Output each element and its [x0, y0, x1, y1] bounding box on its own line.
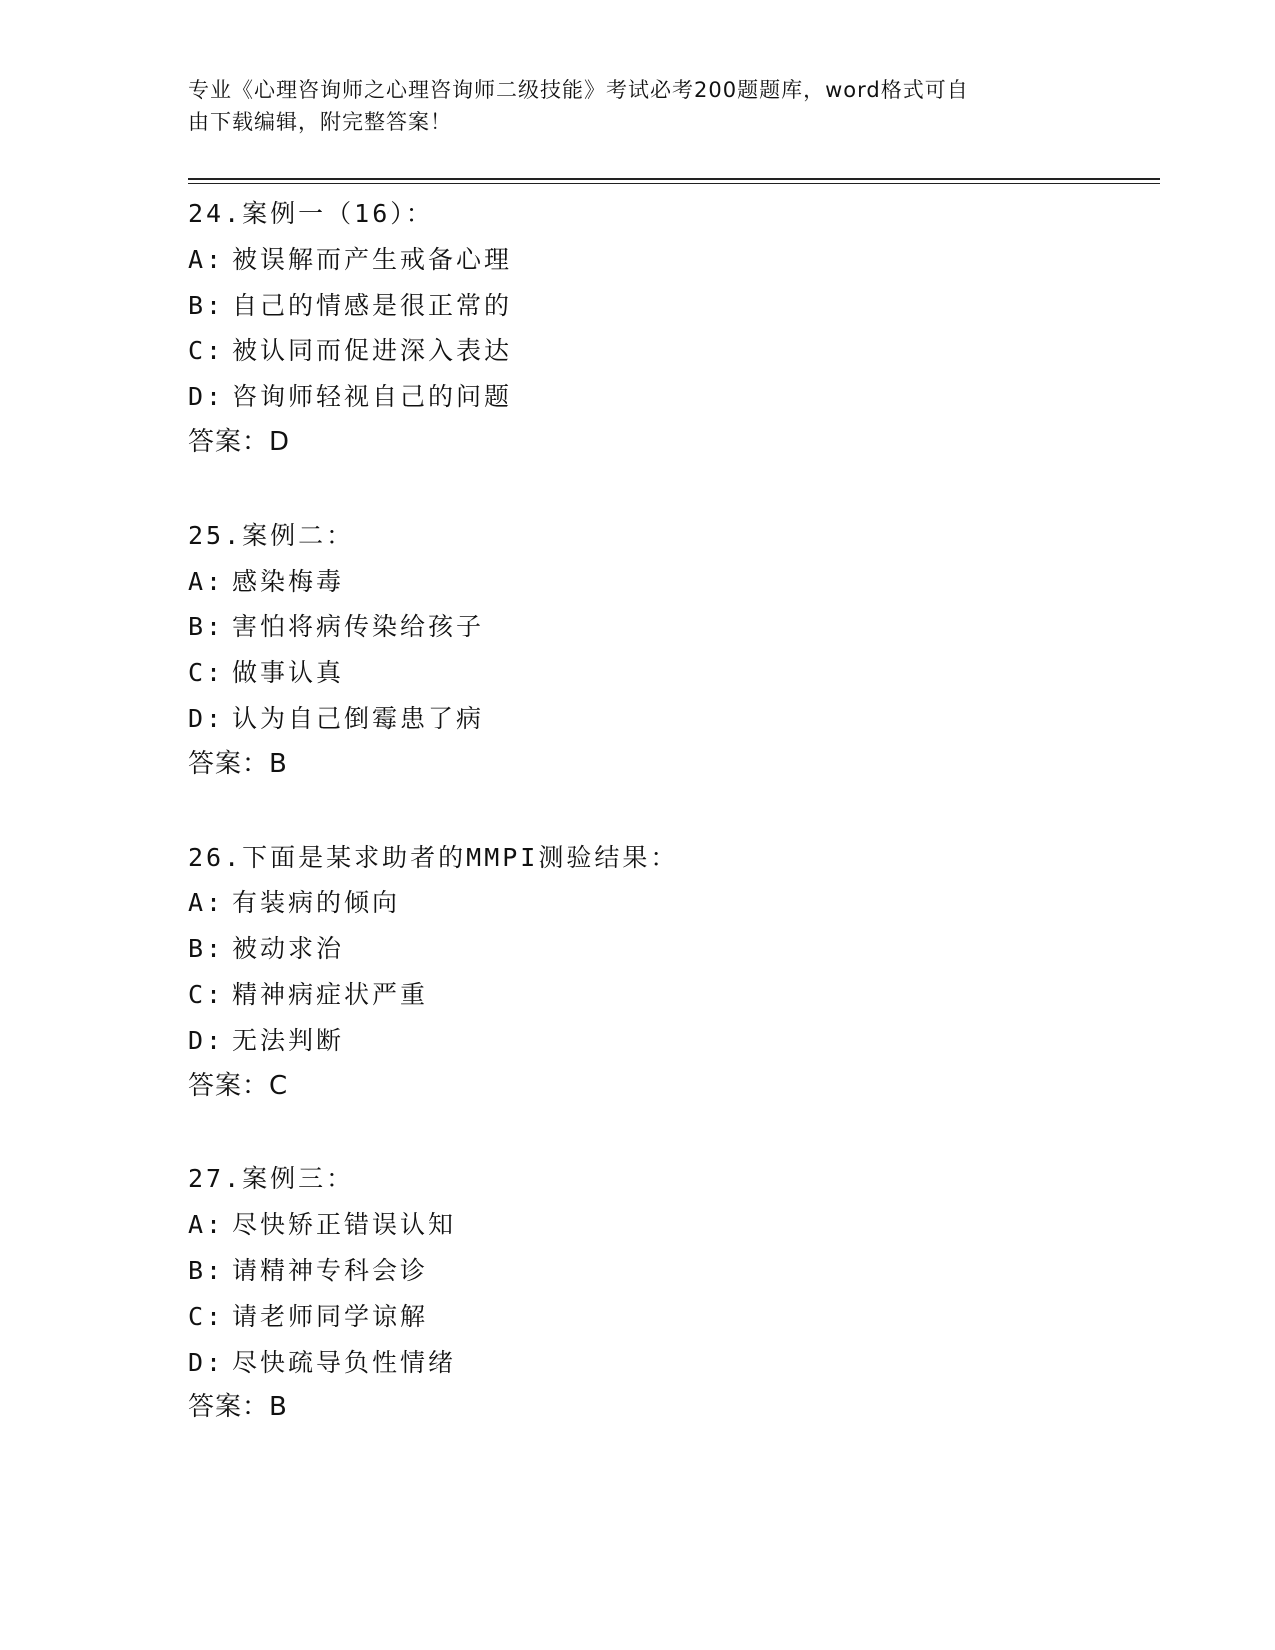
answer-line: 答案：C [188, 1070, 289, 1101]
option-key: D: [188, 382, 225, 412]
option-text: 被误解而产生戒备心理 [232, 244, 513, 274]
option-key: C: [188, 336, 225, 366]
option-c [188, 972, 1160, 1018]
option-key: A: [188, 566, 225, 596]
option-key: C: [188, 979, 225, 1009]
option-text: 做事认真 [232, 658, 345, 688]
question-title: 24.案例一（16）： [188, 199, 434, 228]
option-key: D: [188, 703, 225, 733]
option-text: 尽快疏导负性情绪 [232, 1347, 457, 1377]
option-key: B: [188, 612, 225, 642]
option-b [188, 604, 1160, 650]
option-key: C: [188, 658, 225, 688]
question-title: 25.案例二： [188, 520, 355, 550]
option-key: D: [188, 1347, 225, 1377]
question-title: 27.案例三： [188, 1164, 355, 1194]
option-text: 咨询师轻视自己的问题 [232, 382, 513, 412]
option-a [188, 237, 1160, 283]
option-text: 自己的情感是很正常的 [232, 290, 513, 320]
header-line-2: 由下载编辑，附完整答案！ [188, 110, 452, 134]
option-text: 尽快矫正错误认知 [232, 1210, 457, 1240]
option-key: A: [188, 888, 225, 918]
option-key: B: [188, 1255, 225, 1285]
option-a [188, 1202, 1160, 1248]
option-text: 请老师同学谅解 [232, 1301, 429, 1331]
option-a [188, 559, 1160, 605]
option-text: 有装病的倾向 [232, 888, 401, 918]
answer-line: 答案：B [188, 1392, 288, 1423]
option-d [188, 1340, 1160, 1386]
answer-line: 答案：D [188, 426, 291, 457]
question-title: 26.下面是某求助者的MMPI测验结果： [188, 842, 679, 872]
answer-line: 答案：B [188, 748, 288, 779]
question-27 [188, 1156, 1160, 1431]
option-text: 无法判断 [232, 1025, 345, 1055]
option-key: C: [188, 1301, 225, 1331]
option-a [188, 880, 1160, 926]
option-text: 被认同而促进深入表达 [232, 336, 513, 366]
header-line-1: 专业《心理咨询师之心理咨询师二级技能》考试必考200题题库，word格式可自 [188, 78, 969, 102]
option-key: A: [188, 1210, 225, 1240]
option-key: B: [188, 934, 225, 964]
question-26 [188, 835, 1160, 1110]
option-text: 精神病症状严重 [232, 979, 429, 1009]
option-c [188, 328, 1160, 374]
option-b [188, 926, 1160, 972]
document-header [188, 74, 1068, 138]
option-c [188, 1294, 1160, 1340]
option-b [188, 283, 1160, 329]
question-24 [188, 191, 1160, 466]
option-text: 认为自己倒霉患了病 [232, 703, 485, 733]
option-text: 被动求治 [232, 934, 345, 964]
option-c [188, 650, 1160, 696]
option-d [188, 1018, 1160, 1064]
option-b [188, 1248, 1160, 1294]
option-key: A: [188, 244, 225, 274]
option-text: 感染梅毒 [232, 566, 345, 596]
option-d [188, 374, 1160, 420]
question-list [188, 191, 1160, 1478]
option-text: 请精神专科会诊 [232, 1255, 429, 1285]
header-divider [188, 178, 1160, 184]
option-text: 害怕将病传染给孩子 [232, 612, 485, 642]
option-key: B: [188, 290, 225, 320]
option-d [188, 696, 1160, 742]
option-key: D: [188, 1025, 225, 1055]
question-25 [188, 513, 1160, 788]
